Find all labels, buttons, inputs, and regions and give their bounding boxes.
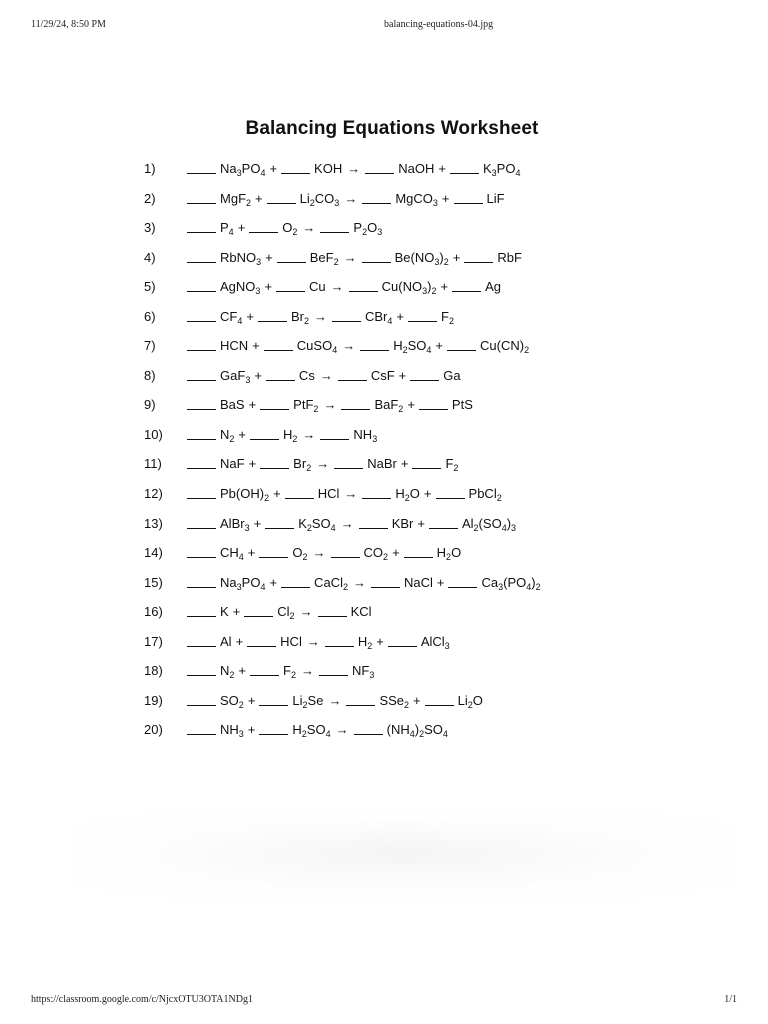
equation-row: [144, 659, 704, 689]
plus-sign: +: [398, 367, 407, 383]
chemical-formula: $H_2$: [283, 426, 298, 444]
chemical-formula: NaCl: [403, 574, 433, 590]
coefficient-blank[interactable]: [365, 161, 394, 174]
print-page-number: 1/1: [724, 994, 737, 1005]
coefficient-blank[interactable]: [319, 663, 348, 676]
print-header: [0, 13, 768, 29]
plus-sign: +: [392, 545, 400, 561]
coefficient-blank[interactable]: [187, 722, 216, 735]
coefficient-blank[interactable]: [187, 575, 216, 588]
chemical-formula: SSe$_2$: [379, 692, 410, 710]
coefficient-blank[interactable]: [338, 368, 367, 381]
equation-text: [187, 600, 372, 624]
chemical-formula: HCl: [280, 633, 302, 649]
equation-row: [144, 423, 704, 453]
plus-sign: +: [273, 486, 281, 502]
coefficient-blank[interactable]: [260, 397, 289, 410]
coefficient-blank[interactable]: [264, 338, 293, 351]
chemical-formula: $NH_3$: [353, 426, 378, 444]
plus-sign: +: [248, 456, 257, 472]
chemical-formula: $O_2$: [292, 545, 308, 563]
coefficient-blank[interactable]: [464, 250, 493, 263]
worksheet-title: Balancing Equations Worksheet: [245, 118, 539, 139]
yield-arrow-icon: →: [342, 338, 356, 354]
chemical-formula: NaBr: [367, 456, 397, 472]
print-timestamp: 11/29/24, 8:50 PM: [31, 19, 106, 30]
chemical-formula: $Cu(NO_3)_2$: [381, 279, 437, 297]
chemical-formula: $K_2SO_4$: [298, 515, 336, 533]
coefficient-blank[interactable]: [318, 604, 347, 617]
coefficient-blank[interactable]: [187, 693, 216, 706]
plus-sign: +: [247, 545, 256, 561]
coefficient-blank[interactable]: [448, 575, 477, 588]
equation-number: 14): [144, 545, 163, 561]
chemical-formula: $N_2$: [220, 663, 235, 681]
coefficient-blank[interactable]: [187, 397, 216, 410]
equation-list: [144, 157, 704, 748]
chemical-formula: GaF$_3$: [220, 367, 251, 385]
print-footer: [0, 992, 768, 1008]
plus-sign: +: [376, 633, 384, 649]
plus-sign: +: [235, 633, 244, 649]
coefficient-blank[interactable]: [187, 368, 216, 381]
chemical-formula: PtF$_2$: [293, 397, 319, 415]
plus-sign: +: [255, 190, 263, 206]
plus-sign: +: [400, 456, 409, 472]
coefficient-blank[interactable]: [436, 486, 465, 499]
coefficient-blank[interactable]: [362, 250, 391, 263]
chemical-formula: AlCl$_3$: [420, 633, 450, 651]
chemical-formula: PtS: [451, 397, 473, 413]
plus-sign: +: [238, 663, 246, 679]
coefficient-blank[interactable]: [362, 191, 391, 204]
chemical-formula: $Cl_2$: [277, 604, 295, 622]
chemical-formula: HCN: [220, 338, 249, 354]
equation-text: [187, 393, 473, 417]
coefficient-blank[interactable]: [187, 191, 216, 204]
equation-text: [187, 452, 458, 476]
chemical-formula: Ag: [485, 279, 502, 295]
coefficient-blank[interactable]: [260, 456, 289, 469]
equation-row: [144, 541, 704, 571]
chemical-formula: Al: [220, 633, 232, 649]
chemical-formula: KOH: [314, 161, 343, 176]
yield-arrow-icon: →: [306, 633, 320, 649]
chemical-formula: BaS: [220, 397, 245, 413]
yield-arrow-icon: →: [316, 456, 330, 472]
equation-row: [144, 246, 704, 276]
coefficient-blank[interactable]: [187, 338, 216, 351]
coefficient-blank[interactable]: [187, 456, 216, 469]
print-filename: balancing-equations-04.jpg: [384, 19, 494, 30]
yield-arrow-icon: →: [323, 397, 337, 413]
chemical-formula: $H_2SO_4$: [393, 338, 432, 356]
coefficient-blank[interactable]: [187, 486, 216, 499]
equation-number: 4): [144, 249, 156, 265]
coefficient-blank[interactable]: [285, 486, 314, 499]
equation-row: [144, 305, 704, 335]
plus-sign: +: [440, 279, 449, 295]
coefficient-blank[interactable]: [412, 456, 441, 469]
coefficient-blank[interactable]: [320, 220, 349, 233]
yield-arrow-icon: →: [312, 545, 326, 561]
coefficient-blank[interactable]: [187, 634, 216, 647]
equation-row: [144, 452, 704, 482]
coefficient-blank[interactable]: [452, 279, 481, 292]
equation-row: [144, 600, 704, 630]
plus-sign: +: [452, 249, 461, 265]
chemical-formula: BeF$_2$: [309, 249, 339, 267]
yield-arrow-icon: →: [343, 249, 357, 265]
coefficient-blank[interactable]: [346, 693, 375, 706]
equation-number: 9): [144, 397, 156, 413]
chemical-formula: $H_2O$: [395, 486, 420, 504]
chemical-formula: $P_2O_3$: [353, 220, 383, 238]
coefficient-blank[interactable]: [266, 368, 295, 381]
chemical-formula: $Ca_3(PO_4)_2$: [481, 574, 541, 592]
equation-text: [187, 571, 541, 595]
coefficient-blank[interactable]: [187, 604, 216, 617]
equation-text: [187, 689, 483, 713]
chemical-formula: MgCO$_3$: [395, 190, 438, 208]
chemical-formula: $F_2$: [441, 308, 454, 326]
plus-sign: +: [435, 338, 444, 354]
chemical-formula: $Na_3PO_4$: [220, 161, 266, 178]
chemical-formula: $K_3PO_4$: [482, 161, 521, 178]
equation-number: 19): [144, 692, 163, 708]
chemical-formula: RbF: [497, 249, 522, 265]
coefficient-blank[interactable]: [265, 516, 294, 529]
coefficient-blank[interactable]: [360, 338, 389, 351]
plus-sign: +: [265, 249, 273, 265]
equation-row: [144, 275, 704, 305]
yield-arrow-icon: →: [330, 279, 344, 295]
coefficient-blank[interactable]: [447, 338, 476, 351]
equation-text: [187, 718, 448, 742]
equation-text: [187, 512, 516, 536]
equation-row: [144, 187, 704, 217]
plus-sign: +: [253, 515, 262, 531]
coefficient-blank[interactable]: [187, 427, 216, 440]
equation-number: 17): [144, 633, 163, 649]
yield-arrow-icon: →: [344, 190, 358, 206]
equation-row: [144, 718, 704, 748]
equation-row: [144, 630, 704, 660]
chemical-formula: AgNO$_3$: [220, 279, 261, 297]
chemical-formula: KCl: [350, 604, 372, 620]
equation-text: [187, 157, 520, 181]
equation-number: 13): [144, 515, 163, 531]
coefficient-blank[interactable]: [371, 575, 400, 588]
chemical-formula: $H_2SO_4$: [292, 722, 331, 740]
plus-sign: +: [269, 161, 278, 176]
equation-number: 1): [144, 161, 156, 176]
chemical-formula: NaOH: [398, 161, 435, 176]
yield-arrow-icon: →: [352, 574, 366, 590]
chemical-formula: Ga: [443, 367, 461, 383]
plus-sign: +: [264, 279, 273, 295]
chemical-formula: $Cu(CN)_2$: [480, 338, 530, 356]
coefficient-blank[interactable]: [429, 516, 458, 529]
print-url: https://classroom.google.com/c/NjcxOTU3OTA1NDg1: [31, 994, 253, 1005]
chemical-formula: CaCl$_2$: [314, 574, 348, 592]
coefficient-blank[interactable]: [404, 545, 433, 558]
coefficient-blank[interactable]: [187, 309, 216, 322]
chemical-formula: $P_4$: [220, 220, 234, 238]
equation-number: 11): [144, 456, 162, 472]
equation-number: 8): [144, 367, 156, 383]
chemical-formula: AlBr$_3$: [220, 515, 250, 533]
equation-number: 5): [144, 279, 156, 295]
coefficient-blank[interactable]: [258, 309, 287, 322]
coefficient-blank[interactable]: [349, 279, 378, 292]
coefficient-blank[interactable]: [325, 634, 354, 647]
chemical-formula: HCl: [317, 486, 340, 502]
yield-arrow-icon: →: [328, 692, 342, 708]
chemical-formula: KBr: [391, 515, 414, 531]
coefficient-blank[interactable]: [332, 309, 361, 322]
equation-text: [187, 334, 529, 358]
chemical-formula: $Al_2(SO_4)_3$: [461, 515, 517, 533]
chemical-formula: CuSO$_4$: [296, 338, 338, 356]
scan-smudge: [72, 810, 732, 900]
chemical-formula: $Be(NO_3)_2$: [394, 249, 449, 267]
plus-sign: +: [441, 190, 450, 206]
equation-number: 10): [144, 426, 163, 442]
coefficient-blank[interactable]: [419, 397, 448, 410]
yield-arrow-icon: →: [313, 308, 327, 324]
plus-sign: +: [254, 367, 262, 383]
chemical-formula: RbNO$_3$: [220, 249, 262, 267]
coefficient-blank[interactable]: [250, 663, 279, 676]
coefficient-blank[interactable]: [359, 516, 388, 529]
chemical-formula: K: [220, 604, 229, 620]
chemical-formula: $N_2$: [220, 426, 235, 444]
equation-number: 20): [144, 722, 163, 738]
yield-arrow-icon: →: [347, 161, 361, 176]
chemical-formula: MgF$_2$: [220, 190, 252, 208]
equation-row: [144, 482, 704, 512]
plus-sign: +: [417, 515, 425, 531]
equation-text: [187, 305, 454, 329]
equation-row: [144, 571, 704, 601]
plus-sign: +: [247, 692, 256, 708]
equation-text: [187, 275, 501, 299]
coefficient-blank[interactable]: [187, 220, 216, 233]
equation-text: [187, 541, 461, 565]
coefficient-blank[interactable]: [341, 397, 370, 410]
equation-text: [187, 423, 377, 447]
coefficient-blank[interactable]: [281, 161, 310, 174]
yield-arrow-icon: →: [340, 515, 354, 531]
yield-arrow-icon: →: [344, 486, 358, 502]
chemical-formula: $Li_2O$: [457, 692, 483, 710]
chemical-formula: $NH_3$: [220, 722, 244, 740]
equation-row: [144, 364, 704, 394]
equation-row: [144, 334, 704, 364]
chemical-formula: $F_2$: [445, 456, 459, 474]
coefficient-blank[interactable]: [259, 722, 288, 735]
equation-row: [144, 157, 704, 187]
chemical-formula: $O_2$: [282, 220, 298, 238]
coefficient-blank[interactable]: [450, 161, 479, 174]
coefficient-blank[interactable]: [410, 368, 439, 381]
yield-arrow-icon: →: [335, 722, 349, 738]
coefficient-blank[interactable]: [267, 191, 296, 204]
plus-sign: +: [247, 722, 256, 738]
equation-number: 16): [144, 604, 163, 620]
equation-text: [187, 364, 461, 388]
coefficient-blank[interactable]: [250, 427, 279, 440]
coefficient-blank[interactable]: [331, 545, 360, 558]
chemical-formula: $Na_3PO_4$: [220, 574, 266, 592]
coefficient-blank[interactable]: [259, 693, 288, 706]
plus-sign: +: [423, 486, 432, 502]
equation-number: 7): [144, 338, 156, 354]
yield-arrow-icon: →: [299, 604, 313, 620]
chemical-formula: Cu: [309, 279, 326, 295]
coefficient-blank[interactable]: [408, 309, 437, 322]
chemical-formula: $SO_2$: [220, 692, 244, 710]
chemical-formula: LiF: [486, 190, 505, 206]
chemical-formula: $H_2O$: [436, 545, 462, 563]
equation-text: [187, 216, 382, 240]
chemical-formula: $CF_4$: [220, 308, 243, 326]
plus-sign: +: [436, 574, 445, 590]
chemical-formula: PbCl$_2$: [468, 486, 502, 504]
yield-arrow-icon: →: [302, 426, 316, 442]
plus-sign: +: [252, 338, 260, 354]
equation-row: [144, 689, 704, 719]
coefficient-blank[interactable]: [259, 545, 288, 558]
equation-text: [187, 187, 505, 211]
plus-sign: +: [237, 220, 246, 236]
chemical-formula: Cs: [298, 367, 315, 383]
chemical-formula: $NF_3$: [351, 663, 375, 681]
chemical-formula: NaF: [220, 456, 245, 472]
coefficient-blank[interactable]: [388, 634, 417, 647]
coefficient-blank[interactable]: [249, 220, 278, 233]
plus-sign: +: [413, 692, 421, 708]
coefficient-blank[interactable]: [277, 250, 306, 263]
equation-row: [144, 393, 704, 423]
equation-row: [144, 512, 704, 542]
coefficient-blank[interactable]: [320, 427, 349, 440]
equation-text: [187, 659, 374, 683]
coefficient-blank[interactable]: [187, 161, 216, 174]
coefficient-blank[interactable]: [281, 575, 310, 588]
coefficient-blank[interactable]: [187, 250, 216, 263]
equation-text: [187, 246, 522, 270]
plus-sign: +: [248, 397, 257, 413]
equation-number: 2): [144, 190, 156, 206]
coefficient-blank[interactable]: [187, 516, 216, 529]
plus-sign: +: [269, 574, 278, 590]
equation-text: [187, 482, 502, 506]
coefficient-blank[interactable]: [187, 279, 216, 292]
coefficient-blank[interactable]: [247, 634, 276, 647]
yield-arrow-icon: →: [319, 367, 333, 383]
plus-sign: +: [238, 426, 246, 442]
coefficient-blank[interactable]: [425, 693, 454, 706]
plus-sign: +: [438, 161, 446, 176]
coefficient-blank[interactable]: [244, 604, 273, 617]
yield-arrow-icon: →: [300, 663, 314, 679]
coefficient-blank[interactable]: [354, 722, 383, 735]
equation-number: 6): [144, 308, 156, 324]
plus-sign: +: [407, 397, 415, 413]
chemical-formula: $Br_2$: [293, 456, 312, 474]
chemical-formula: CBr$_4$: [364, 308, 393, 326]
equation-row: [144, 216, 704, 246]
plus-sign: +: [396, 308, 404, 324]
plus-sign: +: [246, 308, 254, 324]
chemical-formula: $(NH_4)_2SO_4$: [386, 722, 448, 740]
coefficient-blank[interactable]: [334, 456, 363, 469]
yield-arrow-icon: →: [302, 220, 316, 236]
coefficient-blank[interactable]: [187, 663, 216, 676]
equation-text: [187, 630, 450, 654]
chemical-formula: BaF$_2$: [374, 397, 404, 415]
equation-number: 15): [144, 574, 163, 590]
plus-sign: +: [232, 604, 241, 620]
chemical-formula: $CH_4$: [220, 545, 244, 563]
chemical-formula: $Li_2CO_3$: [299, 190, 340, 208]
coefficient-blank[interactable]: [454, 191, 483, 204]
coefficient-blank[interactable]: [187, 545, 216, 558]
chemical-formula: $H_2$: [357, 633, 373, 651]
chemical-formula: $CO_2$: [363, 545, 389, 563]
equation-number: 18): [144, 663, 163, 679]
equation-number: 12): [144, 486, 163, 502]
coefficient-blank[interactable]: [276, 279, 305, 292]
chemical-formula: $F_2$: [283, 663, 296, 681]
chemical-formula: $Br_2$: [290, 308, 309, 326]
equation-number: 3): [144, 220, 156, 236]
coefficient-blank[interactable]: [362, 486, 391, 499]
chemical-formula: $Li_2Se$: [292, 692, 324, 710]
chemical-formula: $Pb(OH)_2$: [220, 486, 270, 504]
chemical-formula: CsF: [370, 367, 395, 383]
